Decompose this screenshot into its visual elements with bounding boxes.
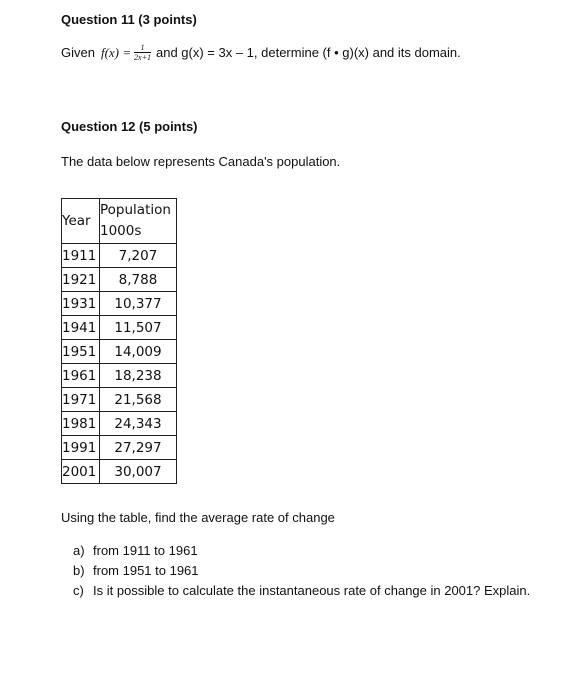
list-item — [73, 543, 530, 563]
population-cell: 21,568 — [100, 388, 177, 412]
population-cell: 18,238 — [100, 364, 177, 388]
part-text: Is it possible to calculate the instantaneous rate of change in 2001? Explain. — [93, 583, 531, 598]
question-11-rest: and g(x) = 3x – 1, determine (f • g)(x) and its domain. — [155, 45, 461, 60]
part-label: b) — [73, 563, 85, 578]
table-header-row — [62, 199, 177, 244]
year-cell: 1911 — [62, 244, 100, 268]
given-label: Given — [61, 45, 95, 60]
part-label: a) — [73, 543, 85, 558]
question-11-heading: Question 11 (3 points) — [61, 12, 197, 27]
f-fraction — [134, 43, 151, 62]
column-header-year: Year — [62, 199, 100, 244]
year-cell: 1981 — [62, 412, 100, 436]
population-cell: 8,788 — [100, 268, 177, 292]
table-row — [62, 268, 177, 292]
population-header-line1: Population — [100, 202, 171, 218]
part-label: c) — [73, 583, 84, 598]
year-cell: 1961 — [62, 364, 100, 388]
population-cell: 27,297 — [100, 436, 177, 460]
f-denominator: 2x+1 — [134, 53, 151, 62]
year-cell: 1971 — [62, 388, 100, 412]
year-cell: 1951 — [62, 340, 100, 364]
question-11-prompt — [61, 43, 461, 62]
table-row — [62, 340, 177, 364]
question-12-intro: The data below represents Canada's population. — [61, 154, 341, 169]
population-cell: 11,507 — [100, 316, 177, 340]
list-item — [73, 563, 530, 583]
year-cell: 2001 — [62, 460, 100, 484]
population-cell: 14,009 — [100, 340, 177, 364]
population-cell: 30,007 — [100, 460, 177, 484]
year-cell: 1941 — [62, 316, 100, 340]
table-row — [62, 364, 177, 388]
table-row — [62, 412, 177, 436]
population-header-line2: 1000s — [100, 223, 142, 239]
table-row — [62, 460, 177, 484]
year-cell: 1921 — [62, 268, 100, 292]
f-lhs: f(x) = — [100, 44, 132, 60]
question-12-instruction: Using the table, find the average rate of change — [61, 510, 335, 525]
question-12-heading: Question 12 (5 points) — [61, 119, 198, 134]
list-item — [73, 583, 530, 603]
question-12-parts — [73, 543, 530, 603]
table-row — [62, 292, 177, 316]
table-row — [62, 244, 177, 268]
year-cell: 1931 — [62, 292, 100, 316]
population-cell: 7,207 — [100, 244, 177, 268]
column-header-population — [100, 199, 177, 244]
year-cell: 1991 — [62, 436, 100, 460]
population-cell: 24,343 — [100, 412, 177, 436]
part-text: from 1951 to 1961 — [93, 563, 199, 578]
f-numerator: 1 — [140, 43, 145, 52]
part-text: from 1911 to 1961 — [93, 543, 198, 558]
table-row — [62, 436, 177, 460]
table-row — [62, 388, 177, 412]
population-cell: 10,377 — [100, 292, 177, 316]
population-table — [61, 198, 177, 484]
table-row — [62, 316, 177, 340]
